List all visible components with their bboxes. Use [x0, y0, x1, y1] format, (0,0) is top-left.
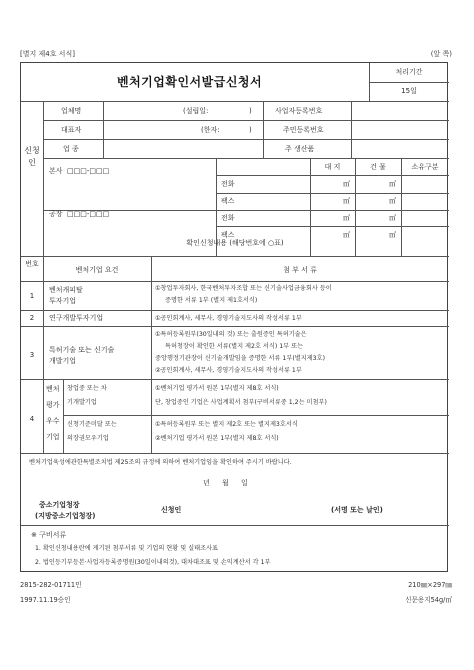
addressee-line-1: 중소기업청장	[39, 501, 80, 509]
factory-label: 공장	[49, 210, 63, 218]
row-4-left-line-2: 평가	[46, 401, 60, 409]
confirmation-header: 확인신청내용 (해당번호에 ○표)	[186, 239, 284, 247]
head-office-land-unit: ㎡	[343, 180, 350, 188]
row-3-requirement-line-2: 개발기업	[49, 357, 77, 365]
company-name-label: 업체명	[61, 107, 82, 115]
head-office-zip: □□□-□□□	[67, 167, 110, 175]
factory-land-unit: ㎡	[343, 214, 350, 222]
page-side-label: (앞 쪽)	[430, 50, 452, 58]
row-4-docs-top-line-2: 단, 창업중인 기업은 사업계획서 첨부(구비서류중 1,2는 미첨부)	[155, 399, 327, 406]
factory-fax-building-unit: ㎡	[389, 231, 396, 239]
row-1-document-line-1: ①창업투자회사, 한국벤처투자조합 또는 신기술사업금융회사 등이	[155, 285, 332, 292]
paper-type: 신문용지54g/㎡	[405, 596, 452, 604]
row-3-document-line-4: ②공인회계사, 세무사, 경영기술지도사의 작성서류 1부	[155, 367, 302, 374]
date-line: 년 월 일	[203, 479, 248, 487]
row-4-req-top-line-1: 창업중 또는 차	[67, 385, 107, 392]
row-2-document-line-1: ①공인회계사, 세무사, 경영기술지도사의 작성서류 1부	[155, 315, 302, 322]
form-title: 벤처기업확인서발급신청서	[117, 75, 263, 89]
row-4-number: 4	[29, 415, 35, 423]
declaration-text: 벤처기업육성에관한특별조치법 제25조의 규정에 의하여 벤처기업임을 확인하여 주시기 바랍니다.	[29, 459, 292, 466]
representative-label: 대표자	[61, 126, 82, 134]
head-office-label: 본사	[49, 167, 63, 175]
founding-date-close: )	[249, 107, 252, 115]
row-2-requirement: 연구개발투자기업	[49, 314, 104, 322]
head-office-building-unit: ㎡	[389, 180, 396, 188]
head-office-fax-building-unit: ㎡	[389, 197, 396, 205]
row-4-docs-bottom-line-1: ①특허등록원부 또는 별지 제2호 또는 별지제3호서식	[155, 421, 298, 428]
hanja-name-close: )	[249, 126, 252, 134]
founding-date-label: (설립일:	[183, 107, 209, 115]
row-2-number: 2	[29, 314, 35, 322]
row-3-document-line-1: ①특허등록원부(30일내의 것) 또는 출원증인 특허기술은	[155, 331, 307, 338]
row-1-requirement-line-1: 벤처캐피탈	[49, 286, 83, 294]
head-office-fax-label: 팩스	[221, 197, 235, 205]
factory-phone-label: 전화	[221, 214, 235, 222]
business-reg-number-label: 사업자등록번호	[275, 107, 323, 115]
factory-zip: □□□-□□□	[67, 210, 110, 218]
row-4-req-top-line-2: 기개발기업	[67, 399, 97, 406]
processing-period-label: 처리기간	[395, 68, 423, 76]
processing-period-value: 15일	[401, 87, 417, 95]
requirement-column-header: 벤처기업 요건	[75, 266, 119, 274]
row-1-document-line-2: 증명한 서류 1부 (별지 제1호서식)	[165, 297, 258, 304]
factory-fax-land-unit: ㎡	[343, 231, 350, 239]
attachment-item-1: 1. 확인신청내용란에 게기된 첨부서류 및 기업의 현황 및 실태조사표	[35, 545, 219, 552]
number-column-header: 번호	[25, 260, 39, 268]
main-product-label: 주 생산품	[285, 145, 315, 153]
head-office-phone-label: 전화	[221, 180, 235, 188]
factory-fax-label: 팩스	[221, 231, 235, 239]
row-4-left-line-4: 기업	[46, 433, 60, 441]
row-3-document-line-3: 중앙행정기관장이 신기술개발임을 증명한 서류 1부(별지제3호)	[155, 355, 325, 362]
addressee-line-2: (지방중소기업청장)	[35, 512, 96, 520]
attachment-item-2: 2. 법인등기부등본·사업자등록증명원(30일이내의것), 대차대조표 및 손익계산서 각 1부	[35, 559, 271, 566]
documents-column-header: 첨 부 서 류	[283, 266, 317, 274]
hanja-name-label: (한자:	[201, 126, 220, 134]
land-label: 대 지	[324, 163, 341, 171]
row-4-left-line-1: 벤처	[46, 385, 60, 393]
resident-reg-number-label: 주민등록번호	[283, 126, 324, 134]
head-office-fax-land-unit: ㎡	[343, 197, 350, 205]
factory-building-unit: ㎡	[389, 214, 396, 222]
row-1-requirement-line-2: 투자기업	[49, 297, 77, 305]
applicant-sign-label: 신청인	[161, 506, 182, 514]
row-4-docs-top-line-1: ①벤처기업 평가서 원본 1부(별지 제8호 서식)	[155, 385, 279, 392]
application-form	[20, 62, 448, 572]
applicant-section-label: 신청인	[24, 146, 40, 167]
row-1-number: 1	[29, 292, 35, 300]
business-type-label: 업 종	[63, 145, 79, 153]
row-3-requirement-line-1: 특허기술 또는 신기술	[49, 346, 115, 354]
ownership-label: 소유구분	[411, 163, 439, 171]
form-code: 2815-282-01711민	[20, 581, 82, 589]
building-label: 건 물	[370, 163, 386, 171]
row-3-document-line-2: 특허청장이 확인한 서류(별지 제2호 서식) 1부 또는	[165, 343, 304, 350]
row-3-number: 3	[29, 351, 35, 359]
paper-size: 210㎜×297㎜	[408, 581, 452, 589]
row-4-req-bottom-line-1: 신청기준미달 또는	[67, 421, 117, 428]
row-4-left-line-3: 우수	[46, 417, 60, 425]
signature-note: (서명 또는 날인)	[331, 506, 383, 514]
form-number: [별지 제4호 서식]	[20, 50, 75, 58]
approval-date: 1997.11.19승인	[20, 596, 71, 604]
row-4-req-bottom-line-2: 의장권모우기업	[67, 435, 109, 442]
row-4-docs-bottom-line-2: ②벤처기업 평가서 원본 1부(별지 제8호 서식)	[155, 435, 279, 442]
attachments-title: ※ 구비서류	[31, 531, 67, 539]
